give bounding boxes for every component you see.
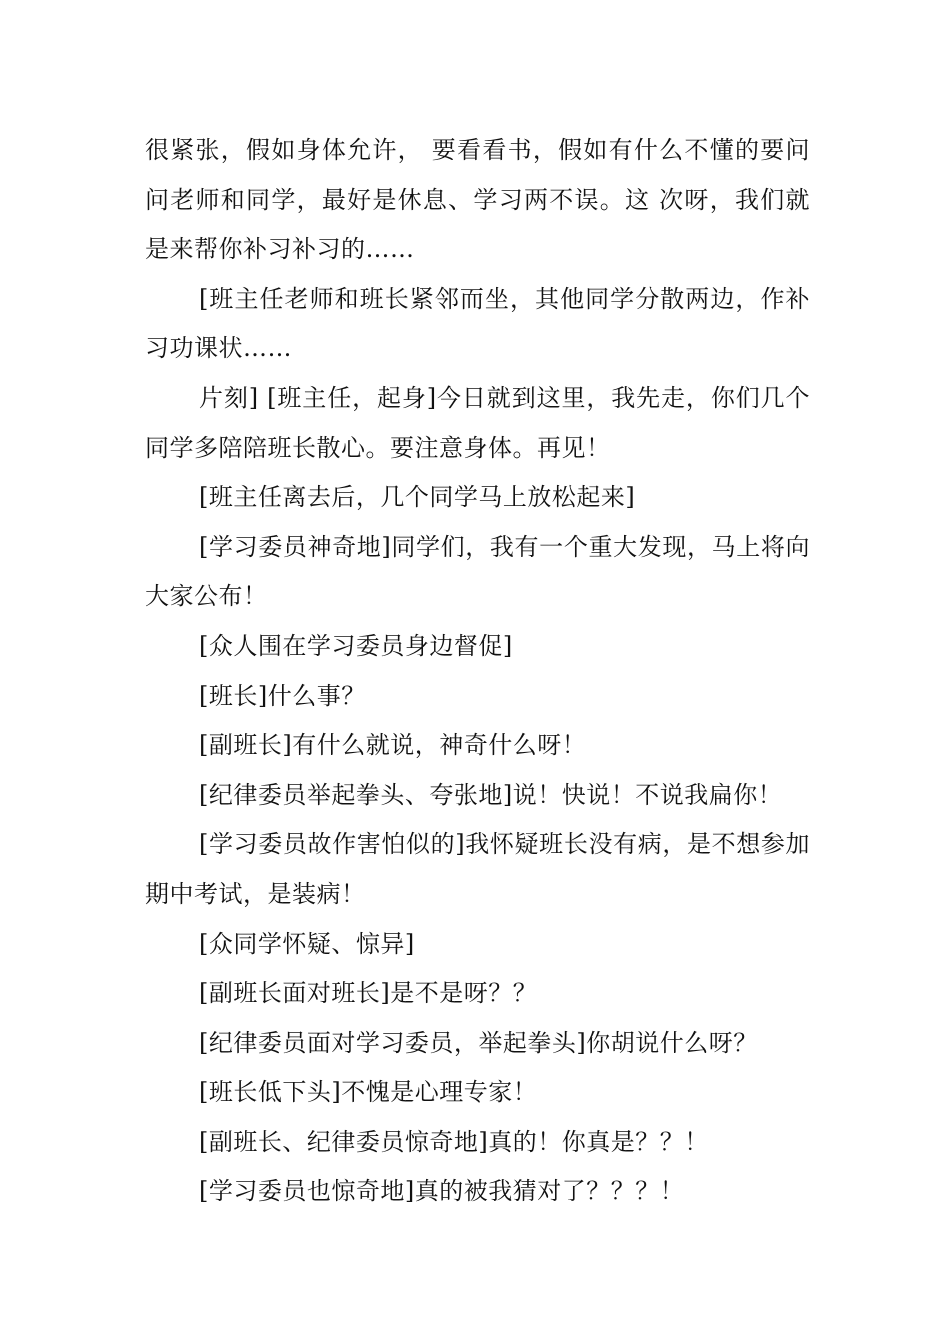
paragraph-12: [副班长面对班长]是不是呀？？	[199, 979, 538, 1008]
paragraph-15: [副班长、纪律委员惊奇地]真的！你真是？？！	[199, 1127, 709, 1156]
paragraph-11: [众同学怀疑、惊异]	[199, 929, 415, 958]
paragraph-9: [纪律委员举起拳头、夸张地]说！快说！不说我扁你！	[199, 780, 783, 809]
paragraph-3: 片刻] [班主任，起身]今日就到这里，我先走，你们几个同学多陪陪班长散心。要注意身体。再见！	[145, 383, 810, 462]
paragraph-6: [众人围在学习委员身边督促]	[199, 631, 513, 660]
paragraph-10: [学习委员故作害怕似的]我怀疑班长没有病，是不想参加期中考试，是装病！	[145, 830, 810, 908]
paragraph-14: [班长低下头]不愧是心理专家！	[199, 1078, 538, 1107]
document-body	[145, 126, 810, 1217]
paragraph-5: [学习委员神奇地]同学们，我有一个重大发现，马上将向大家公布！	[145, 532, 810, 611]
paragraph-13: [纪律委员面对学习委员，举起拳头]你胡说什么呀？	[199, 1028, 758, 1057]
paragraph-1: 很紧张，假如身体允许， 要看看书，假如有什么不懂的要问问老师和同学，最好是休息、学习两不误。这 次呀，我们就是来帮你补习补习的……	[145, 136, 810, 264]
paragraph-4: [班主任离去后，几个同学马上放松起来]	[199, 483, 636, 512]
paragraph-2: [班主任老师和班长紧邻而坐，其他同学分散两边，作补习功课状……	[145, 284, 810, 363]
paragraph-16: [学习委员也惊奇地]真的被我猜对了？？？！	[199, 1177, 685, 1206]
paragraph-8: [副班长]有什么就说，神奇什么呀！	[199, 731, 587, 760]
paragraph-7: [班长]什么事？	[199, 681, 366, 710]
